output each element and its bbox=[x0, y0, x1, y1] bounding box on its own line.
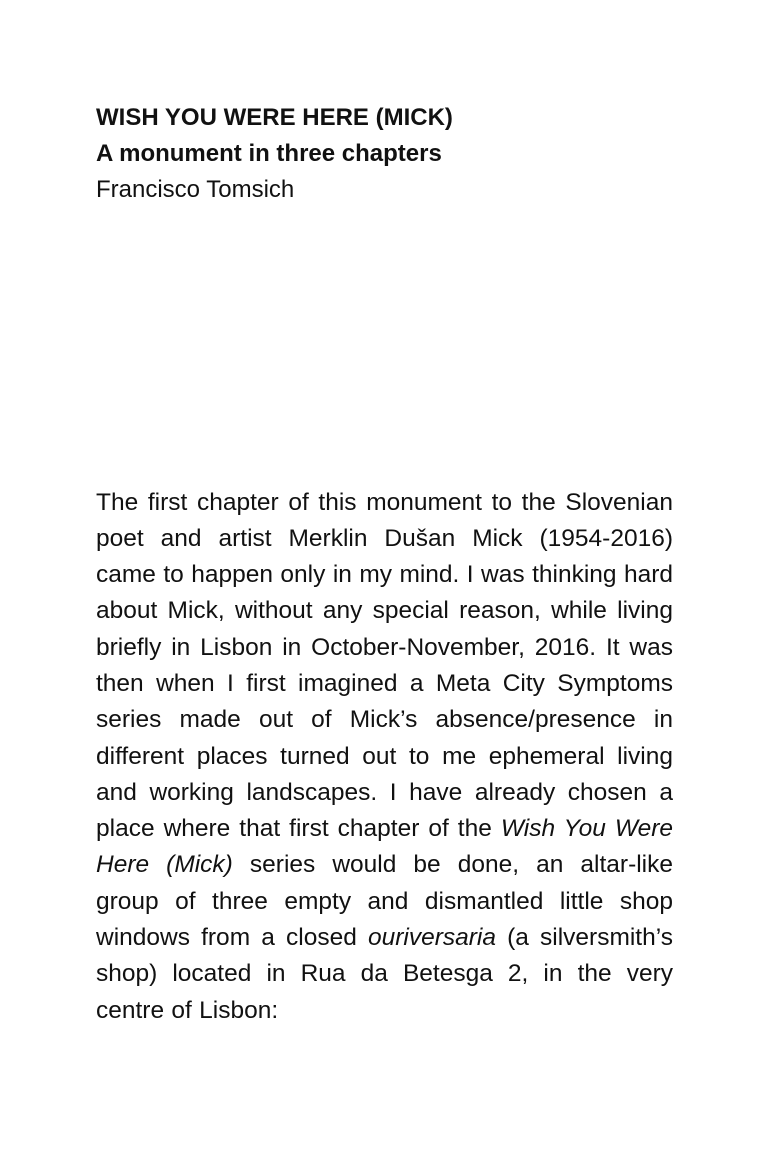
paragraph-text: (a silversmith’s shop) located in Rua da Betesga 2, in the very centre of Lisbon: bbox=[96, 924, 673, 1024]
italic-term: ouriversaria bbox=[367, 924, 496, 952]
document-header bbox=[96, 100, 676, 208]
italic-series-title: Wish You Were Here (Mick) bbox=[96, 815, 673, 879]
paragraph-text: The first chapter of this monument to the Slovenian poet and artist Merklin Dušan Mick (1954-2016) came to happen only in my mind. I was thinking hard about Mick, without any special reason, while living briefly in Lisbon in October-November, 2016. It was then when I first imagined a Meta City Symptoms series made out of Mick’s absence/presence in different places turned out to me ephemeral living and working landscapes. I have already chosen a place where that first chapter of the bbox=[96, 488, 673, 843]
document-title: WISH YOU WERE HERE (MICK) bbox=[96, 104, 453, 131]
author-name: Francisco Tomsich bbox=[96, 176, 295, 203]
document-subtitle: A monument in three chapters bbox=[96, 140, 442, 167]
body-paragraph bbox=[96, 485, 673, 1029]
paragraph-text: series would be done, an altar-like group of three empty and dismantled little shop windows from a closed bbox=[96, 851, 673, 952]
